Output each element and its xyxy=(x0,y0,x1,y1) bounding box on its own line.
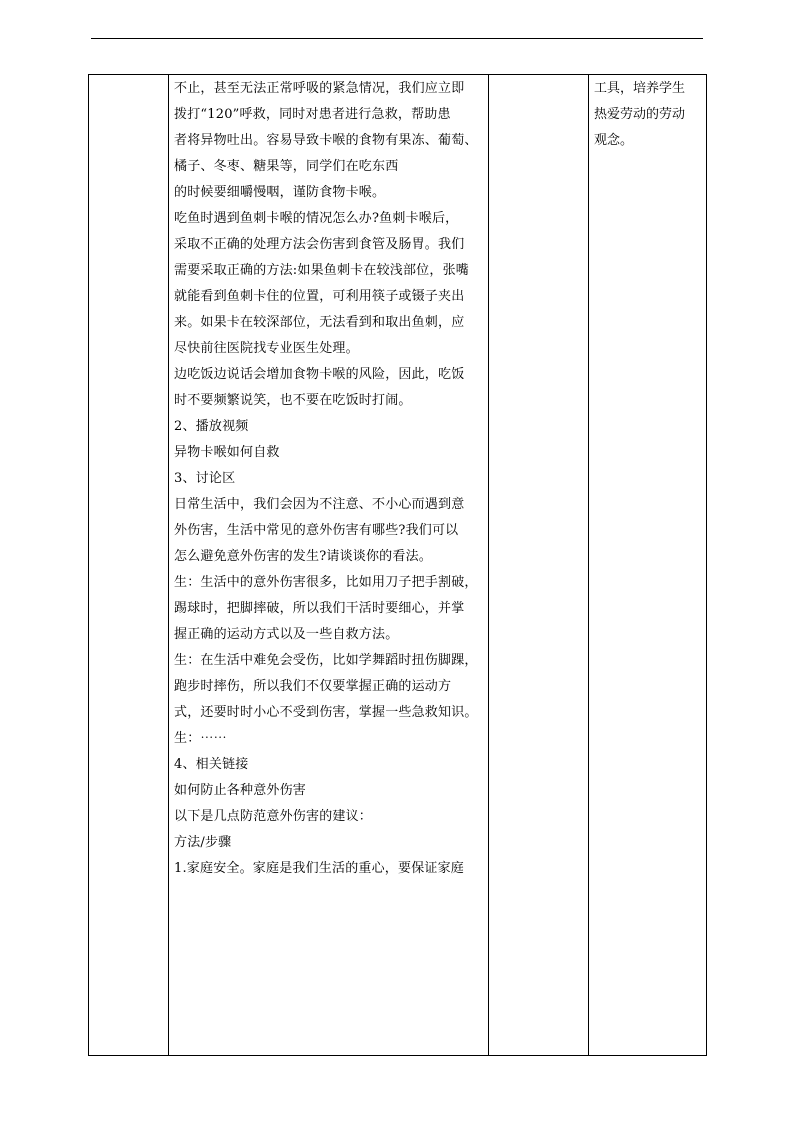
text-line: 的时候要细嚼慢咽，谨防食物卡喉。 xyxy=(174,185,386,200)
text-line: 尽快前往医院找专业医生处理。 xyxy=(174,341,359,356)
text-line: 边吃饭边说话会增加食物卡喉的风险，因此，吃饭 xyxy=(174,367,465,382)
text-line: 1.家庭安全。家庭是我们生活的重心，要保证家庭 xyxy=(174,861,465,876)
text-line: 生：生活中的意外伤害很多，比如用刀子把手割破， xyxy=(174,575,478,590)
text-line: 橘子、冬枣、糖果等，同学们在吃东西 xyxy=(174,159,399,174)
text-line: 拨打“120”呼救，同时对患者进行急救，帮助患 xyxy=(174,107,451,122)
design-intent-cell xyxy=(594,76,706,154)
page-header-rule xyxy=(91,38,703,39)
text-line: 以下是几点防范意外伤害的建议： xyxy=(174,809,373,824)
text-line: 日常生活中，我们会因为不注意、不小心而遇到意 xyxy=(174,497,465,512)
text-line: 观念。 xyxy=(594,133,634,148)
text-line: 不止，甚至无法正常呼吸的紧急情况，我们应立即 xyxy=(174,81,465,96)
text-line: 生：在生活中难免会受伤，比如学舞蹈时扭伤脚踝， xyxy=(174,653,478,668)
text-line: 生：⋯⋯ xyxy=(174,731,227,746)
section-heading: 4、相关链接 xyxy=(174,757,249,772)
text-line: 工具，培养学生 xyxy=(594,81,686,96)
text-line: 需要采取正确的方法:如果鱼刺卡在较浅部位，张嘴 xyxy=(174,263,469,278)
section-heading: 2、播放视频 xyxy=(174,419,249,434)
column-divider-3 xyxy=(588,74,589,1056)
text-line: 热爱劳动的劳动 xyxy=(594,107,686,122)
text-line: 异物卡喉如何自救 xyxy=(174,445,280,460)
section-heading: 3、讨论区 xyxy=(174,471,236,486)
column-divider-1 xyxy=(168,74,169,1056)
text-line: 式，还要时时小心不受到伤害，掌握一些急救知识。 xyxy=(174,705,478,720)
text-line: 跑步时摔伤，所以我们不仅要掌握正确的运动方 xyxy=(174,679,452,694)
text-line: 吃鱼时遇到鱼刺卡喉的情况怎么办?鱼刺卡喉后， xyxy=(174,211,459,226)
text-line: 方法/步骤 xyxy=(174,835,232,850)
text-line: 者将异物吐出。容易导致卡喉的食物有果冻、葡萄、 xyxy=(174,133,478,148)
text-line: 怎么避免意外伤害的发生?请谈谈你的看法。 xyxy=(174,549,432,564)
teaching-process-cell xyxy=(174,76,486,882)
text-line: 来。如果卡在较深部位，无法看到和取出鱼刺，应 xyxy=(174,315,465,330)
text-line: 外伤害，生活中常见的意外伤害有哪些?我们可以 xyxy=(174,523,459,538)
text-line: 采取不正确的处理方法会伤害到食管及肠胃。我们 xyxy=(174,237,465,252)
text-line: 握正确的运动方式以及一些自救方法。 xyxy=(174,627,399,642)
text-line: 就能看到鱼刺卡住的位置，可利用筷子或镊子夹出 xyxy=(174,289,465,304)
text-line: 如何防止各种意外伤害 xyxy=(174,783,307,798)
text-line: 踢球时，把脚摔破，所以我们干活时要细心，并掌 xyxy=(174,601,465,616)
text-line: 时不要频繁说笑，也不要在吃饭时打闹。 xyxy=(174,393,412,408)
column-divider-2 xyxy=(488,74,489,1056)
